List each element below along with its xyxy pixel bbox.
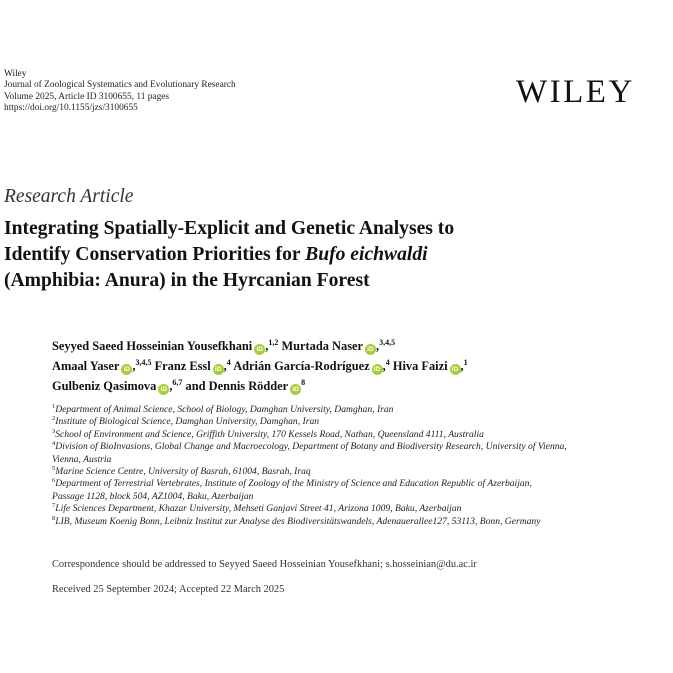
affiliation-number: 3 bbox=[52, 427, 56, 435]
author-name: Hiva Faizi bbox=[392, 359, 448, 373]
article-type: Research Article bbox=[4, 186, 134, 207]
orcid-icon[interactable]: iD bbox=[450, 364, 461, 375]
affiliation-text: Division of BioInvasions, Global Change and Macroecology, Department of Botany and Biodiversity Research, University of Vienna, bbox=[55, 441, 567, 453]
affiliation-text: Institute of Biological Science, Damghan University, Damghan, Iran bbox=[55, 416, 320, 428]
affiliation-number: 1 bbox=[52, 402, 56, 410]
affiliation-number: 8 bbox=[52, 514, 56, 522]
author-affil: 8 bbox=[301, 377, 306, 387]
author-affil: 3,4,5 bbox=[379, 337, 396, 347]
affiliation-item bbox=[52, 416, 672, 428]
article-title bbox=[4, 216, 644, 294]
orcid-icon[interactable]: iD bbox=[254, 344, 265, 355]
author-affil: 3,4,5 bbox=[135, 357, 152, 367]
orcid-icon[interactable]: iD bbox=[365, 344, 376, 355]
wiley-logo: WILEY bbox=[516, 74, 635, 110]
title-line-2 bbox=[4, 242, 644, 268]
author-affil: 1 bbox=[463, 357, 468, 367]
affiliations bbox=[52, 404, 672, 528]
affiliation-number: 7 bbox=[52, 502, 56, 510]
affiliation-text: School of Environment and Science, Griffith University, 170 Kessels Road, Nathan, Queensland 4111, Australia bbox=[55, 428, 484, 440]
affiliation-continuation: Vienna, Austria bbox=[52, 453, 112, 465]
affiliation-item bbox=[52, 516, 672, 528]
affiliation-item bbox=[52, 503, 672, 515]
affiliation-text: LIB, Museum Koenig Bonn, Leibniz Institut zur Analyse des Biodiversitätswandels, Adenauerallee127, 53113, Bonn, Germany bbox=[55, 515, 541, 527]
doi-link[interactable]: https://doi.org/10.1155/jzs/3100655 bbox=[4, 103, 138, 114]
orcid-icon[interactable]: iD bbox=[213, 364, 224, 375]
affiliation-number: 2 bbox=[52, 415, 56, 423]
author-name: Adrián García-Rodríguez bbox=[233, 359, 370, 373]
affiliation-item bbox=[52, 466, 672, 478]
orcid-icon[interactable]: iD bbox=[121, 364, 132, 375]
author-name: Franz Essl bbox=[154, 359, 211, 373]
correspondence: Correspondence should be addressed to Seyyed Saeed Hosseinian Yousefkhani; s.hosseinian@du.ac.ir bbox=[52, 559, 477, 570]
author-name: Dennis Rödder bbox=[208, 379, 289, 393]
author-line-3: Gulbeniz Qasimova iD ,$^{6,7}$ and Dennis Rödder $iD^8$ bbox=[52, 377, 306, 393]
author-line-2: Amaal Yaser iD ,$^{3,4,5}$ Franz Essl iD ,$^4$ Adrián García-Rodríguez iD ,$^4$ Hiva Faizi iD ,$^1$ bbox=[52, 357, 468, 373]
author-list bbox=[52, 336, 667, 396]
orcid-icon[interactable]: iD bbox=[158, 384, 169, 395]
affiliation-number: 4 bbox=[52, 440, 56, 448]
author-affil: 1,2 bbox=[268, 337, 279, 347]
author-name: Seyyed Saeed Hosseinian Yousefkhani bbox=[52, 339, 253, 353]
affiliation-continuation: Passage 1128, block 504, AZ1004, Baku, Azerbaijan bbox=[52, 490, 254, 502]
author-name: Gulbeniz Qasimova bbox=[52, 379, 157, 393]
author-name: Amaal Yaser bbox=[52, 359, 120, 373]
journal-meta bbox=[4, 69, 236, 115]
journal-name: Journal of Zoological Systematics and Evolutionary Research bbox=[4, 80, 236, 91]
affiliation-text: Department of Animal Science, School of Biology, Damghan University, Damghan, Iran bbox=[55, 404, 394, 415]
author-affil: 4 bbox=[385, 357, 390, 367]
affiliation-text: Marine Science Centre, University of Basrah, 61004, Basrah, Iraq bbox=[55, 466, 311, 478]
affiliation-number: 5 bbox=[52, 464, 56, 472]
affiliation-item bbox=[52, 429, 672, 441]
title-line-2-text: Identify Conservation Priorities for bbox=[4, 244, 306, 265]
orcid-icon[interactable]: iD bbox=[290, 384, 301, 395]
affiliation-item bbox=[52, 478, 672, 490]
received-accepted-dates: Received 25 September 2024; Accepted 22 March 2025 bbox=[52, 584, 285, 595]
orcid-icon[interactable]: iD bbox=[372, 364, 383, 375]
volume-info: Volume 2025, Article ID 3100655, 11 pages bbox=[4, 91, 170, 102]
affiliation-number: 6 bbox=[52, 477, 56, 485]
author-name: Murtada Naser bbox=[281, 339, 364, 353]
publisher-name: Wiley bbox=[4, 69, 27, 79]
author-affil: 4 bbox=[226, 357, 231, 367]
affiliation-text: Life Sciences Department, Khazar University, Mehseti Ganjavi Street 41, Arizona 1009, Baku, Azerbaijan bbox=[55, 503, 462, 515]
title-line-1: Integrating Spatially-Explicit and Genetic Analyses to bbox=[4, 218, 455, 239]
species-name: Bufo eichwaldi bbox=[305, 244, 428, 265]
affiliation-item bbox=[52, 441, 672, 453]
affiliation-item bbox=[52, 404, 672, 416]
author-line-1: Seyyed Saeed Hosseinian Yousefkhani iD ,$^{1,2}$ Murtada Naser iD ,$^{3,4,5}$ bbox=[52, 337, 396, 353]
author-affil: 6,7 bbox=[172, 377, 183, 387]
affiliation-text: Department of Terrestrial Vertebrates, Institute of Zoology of the Ministry of Science and Education Republic of Azerbaijan, bbox=[55, 478, 532, 490]
author-conjunction: and bbox=[185, 379, 206, 393]
title-line-3: (Amphibia: Anura) in the Hyrcanian Forest bbox=[4, 270, 370, 291]
